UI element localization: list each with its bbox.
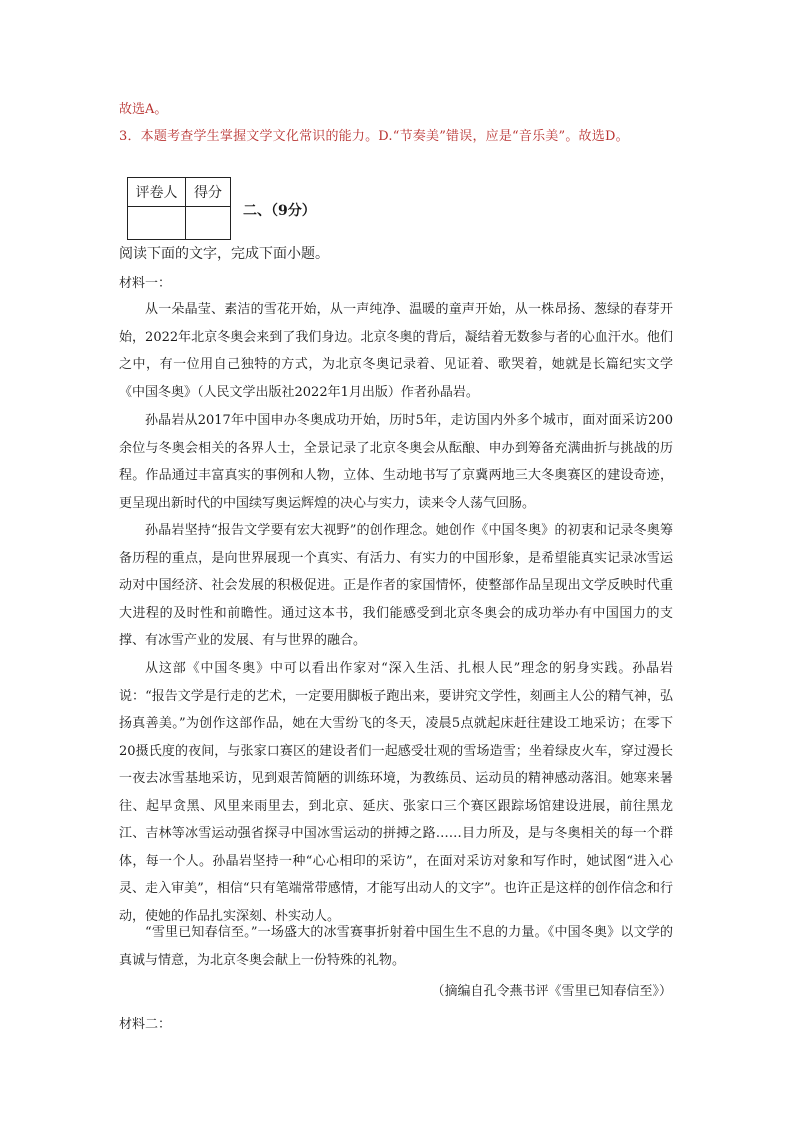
score-table-cell-grader[interactable] bbox=[128, 207, 186, 240]
material-one-paragraph: “雪里已知春信至。”一场盛大的冰雪赛事折射着中国生生不息的力量。《中国冬奥》以文学的真诚与情意，为北京冬奥会献上一份特殊的礼物。 bbox=[119, 925, 673, 968]
material-two-label: 材料二： bbox=[119, 1017, 172, 1032]
material-one-paragraph: 从这部《中国冬奥》中可以看出作家对“深入生活、扎根人民”理念的躬身实践。孙晶岩说：“报告文学是行走的艺术，一定要用脚板子跑出来，要讲究文学性，刻画主人公的精气神，弘扬真善美。”为创作这部作品，她在大雪纷飞的冬天，凌晨5点就起床赶往建设工地采访；在零下20摄氏度的夜间，与张家口赛区的建设者们一起感受壮观的雪场造雪；坐着绿皮火车，穿过漫长一夜去冰雪基地采访，见到艰苦简陋的训练环境，为教练员、运动员的精神感动落泪。她寒来暑往、起早贪黑、风里来雨里去，到北京、延庆、张家口三个赛区跟踪场馆建设进展，前往黑龙江、吉林等冰雪运动强省探寻中国冰雪运动的拼搏之路……目力所及，是与冬奥相关的每一个群体，每一个人。孙晶岩坚持一种“心心相印的采访”，在面对采访对象和写作时，她试图“进入心灵、走入审美”，相信“只有笔端常带感情，才能写出动人的文字”。也许正是这样的创作信念和行动，使她的作品扎实深刻、朴实动人。 bbox=[119, 661, 673, 924]
score-table-header-score: 得分 bbox=[186, 178, 231, 207]
answer-line-2: 3．本题考查学生掌握文学文化常识的能力。D.“节奏美”错误，应是“音乐美”。故选D。 bbox=[119, 129, 629, 144]
material-one-label: 材料一： bbox=[119, 276, 172, 291]
material-one-paragraph: 孙晶岩从2017年中国申办冬奥成功开始，历时5年，走访国内外多个城市，面对面采访200余位与冬奥会相关的各界人士，全景记录了北京冬奥会从酝酿、申办到筹备充满曲折与挑战的历程。作品通过丰富真实的事例和人物，立体、生动地书写了京冀两地三大冬奥赛区的建设奇迹，更呈现出新时代的中国续写奥运辉煌的决心与实力，读来令人荡气回肠。 bbox=[119, 413, 673, 511]
answer-line-1: 故选A。 bbox=[119, 102, 168, 117]
material-one-paragraph: 孙晶岩坚持“报告文学要有宏大视野”的创作理念。她创作《中国冬奥》的初衷和记录冬奥筹备历程的重点，是向世界展现一个真实、有活力、有实力的中国形象，是希望能真实记录冰雪运动对中国经济、社会发展的积极促进。正是作者的家国情怀，使整部作品呈现出文学反映时代重大进程的及时性和前瞻性。通过这本书，我们能感受到北京冬奥会的成功举办有中国国力的支撑、有冰雪产业的发展、有与世界的融合。 bbox=[119, 523, 673, 648]
score-table bbox=[127, 177, 231, 240]
score-table-header-grader: 评卷人 bbox=[128, 178, 186, 207]
material-one-paragraph: 从一朵晶莹、素洁的雪花开始，从一声纯净、温暖的童声开始，从一株昂扬、葱绿的春芽开始，2022年北京冬奥会来到了我们身边。北京冬奥的背后，凝结着无数参与者的心血汗水。他们之中，有一位用自己独特的方式，为北京冬奥记录着、见证着、歌哭着，她就是长篇纪实文学《中国冬奥》（人民文学出版社2022年1月出版）作者孙晶岩。 bbox=[119, 302, 673, 400]
section-title: 二、（9分） bbox=[243, 203, 316, 219]
section-instruction: 阅读下面的文字，完成下面小题。 bbox=[119, 246, 329, 262]
score-table-cell-score[interactable] bbox=[186, 207, 231, 240]
source-citation: （摘编自孔令燕书评《雪里已知春信至》） bbox=[431, 984, 672, 999]
